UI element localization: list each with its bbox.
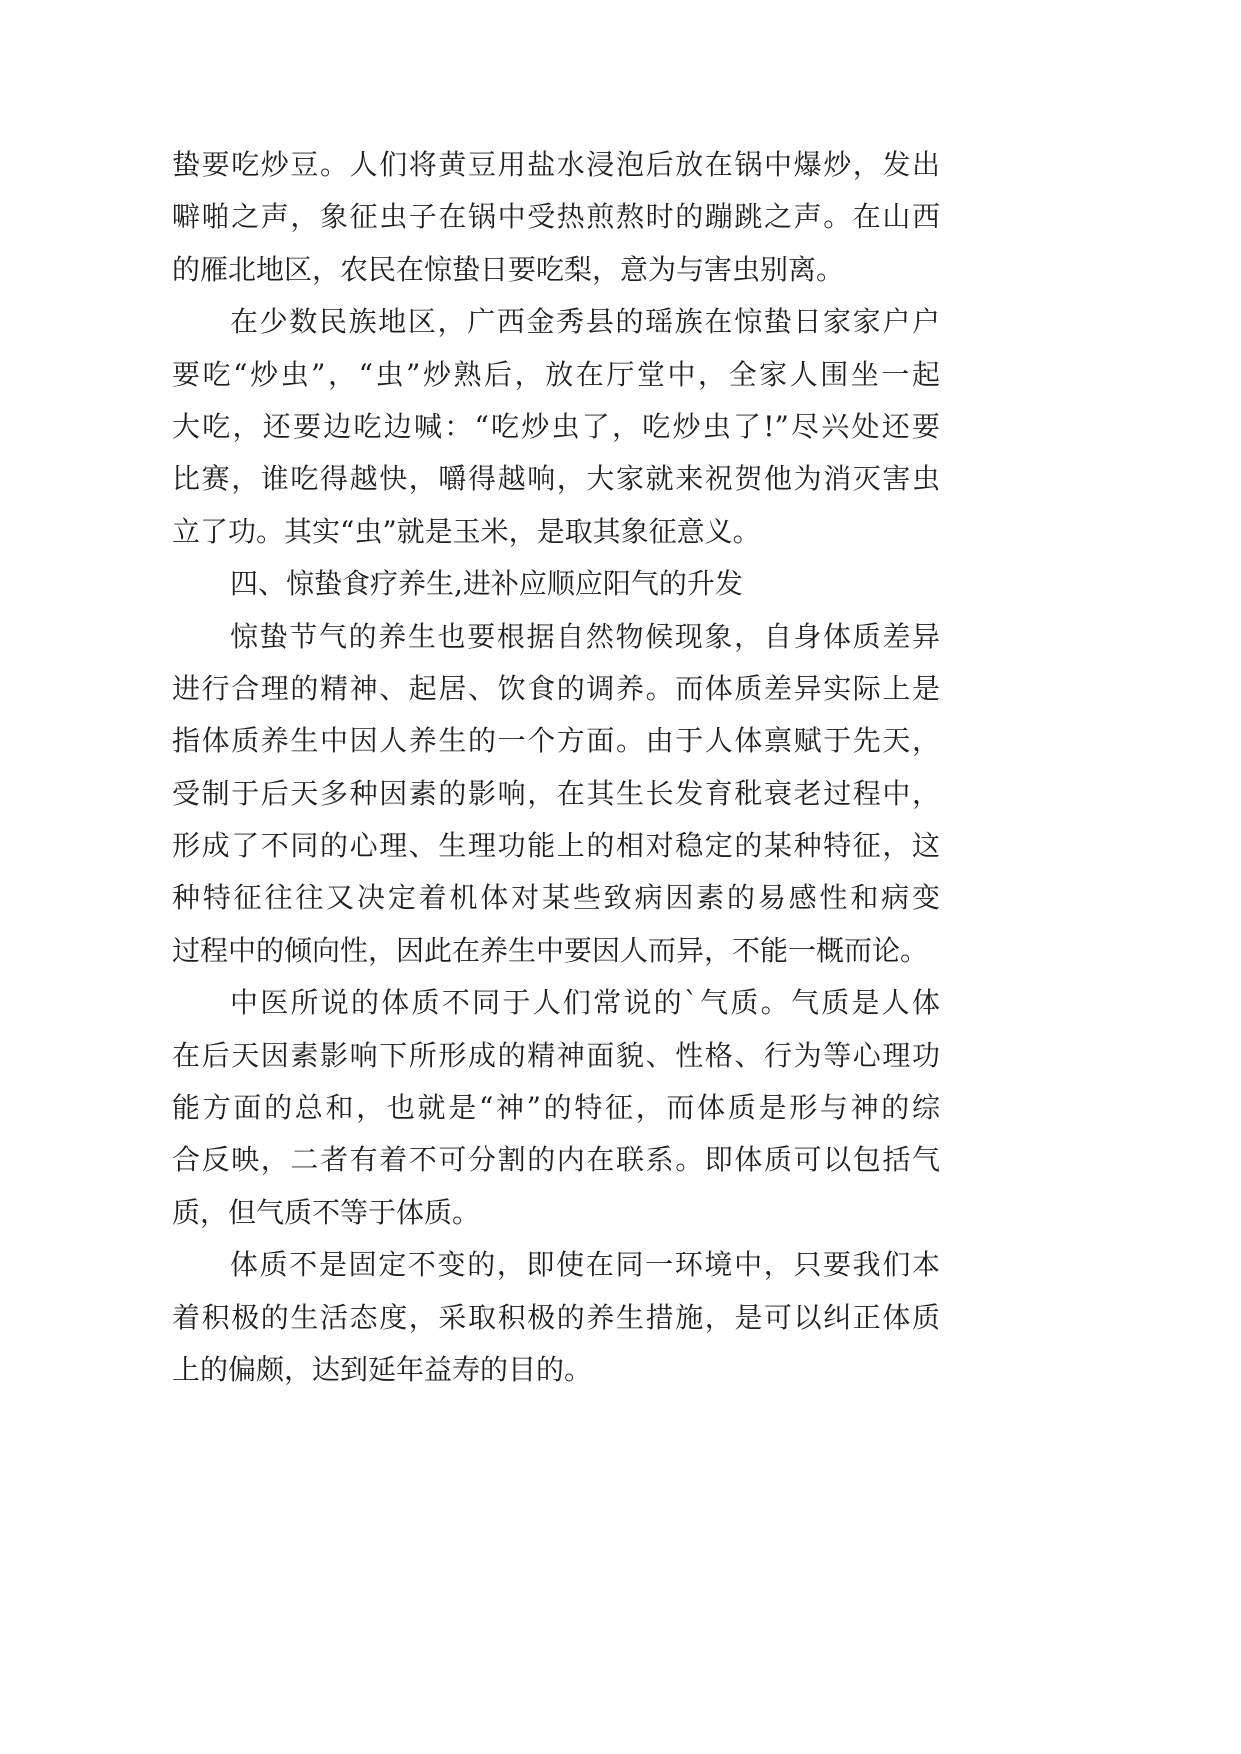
paragraph-yao-custom bbox=[172, 296, 940, 558]
paragraph-line: 比赛，谁吃得越快，嚼得越响，大家就来祝贺他为消灭害虫 bbox=[172, 462, 940, 496]
paragraph-line: 噼啪之声，象征虫子在锅中受热煎熬时的蹦跳之声。在山西 bbox=[172, 200, 940, 234]
paragraph-line: 进行合理的精神、起居、饮食的调养。而体质差异实际上是 bbox=[172, 671, 940, 705]
paragraph-constitution bbox=[172, 611, 940, 978]
paragraph-line: 过程中的倾向性，因此在养生中要因人而异，不能一概而论。 bbox=[172, 933, 929, 967]
paragraph-line: 合反映，二者有着不可分割的内在联系。即体质可以包括气 bbox=[172, 1143, 940, 1177]
paragraph-line: 蛰要吃炒豆。人们将黄豆用盐水浸泡后放在锅中爆炒，发出 bbox=[172, 148, 940, 181]
paragraph-line: 能方面的总和，也就是“神”的特征，而体质是形与神的综 bbox=[172, 1091, 940, 1125]
paragraph-line: 上的偏颇，达到延年益寿的目的。 bbox=[172, 1352, 593, 1386]
paragraph-correction bbox=[172, 1239, 940, 1396]
paragraph-line: 种特征往往又决定着机体对某些致病因素的易感性和病变 bbox=[172, 881, 940, 915]
paragraph-line: 受制于后天多种因素的影响，在其生长发育秕衰老过程中， bbox=[172, 776, 940, 810]
paragraph-line: 形成了不同的心理、生理功能上的相对稳定的某种特征，这 bbox=[172, 829, 940, 863]
paragraph-line: 中医所说的体质不同于人们常说的`气质。气质是人体 bbox=[230, 986, 940, 1020]
paragraph-line: 的雁北地区，农民在惊蛰日要吃梨，意为与害虫别离。 bbox=[172, 252, 845, 286]
paragraph-line: 在后天因素影响下所形成的精神面貌、性格、行为等心理功 bbox=[172, 1038, 940, 1072]
document-body bbox=[172, 139, 940, 1396]
paragraph-line: 惊蛰节气的养生也要根据自然物候现象，自身体质差异 bbox=[230, 619, 940, 653]
paragraph-temperament bbox=[172, 977, 940, 1239]
paragraph-continued bbox=[172, 139, 940, 296]
section-heading: 四、惊蛰食疗养生,进补应顺应阳气的升发 bbox=[230, 567, 743, 601]
paragraph-line: 着积极的生活态度，采取积极的养生措施，是可以纠正体质 bbox=[172, 1300, 940, 1334]
paragraph-line: 大吃，还要边吃边喊：“吃炒虫了，吃炒虫了!”尽兴处还要 bbox=[172, 409, 940, 443]
paragraph-line: 体质不是固定不变的，即使在同一环境中，只要我们本 bbox=[230, 1248, 940, 1282]
paragraph-line: 指体质养生中因人养生的一个方面。由于人体禀赋于先天， bbox=[172, 724, 940, 758]
paragraph-line: 要吃“炒虫”，“虫”炒熟后，放在厅堂中，全家人围坐一起 bbox=[172, 357, 940, 391]
paragraph-line: 在少数民族地区，广西金秀县的瑶族在惊蛰日家家户户 bbox=[230, 305, 940, 339]
paragraph-line: 立了功。其实“虫”就是玉米，是取其象征意义。 bbox=[172, 514, 761, 548]
paragraph-line: 质，但气质不等于体质。 bbox=[172, 1195, 481, 1229]
